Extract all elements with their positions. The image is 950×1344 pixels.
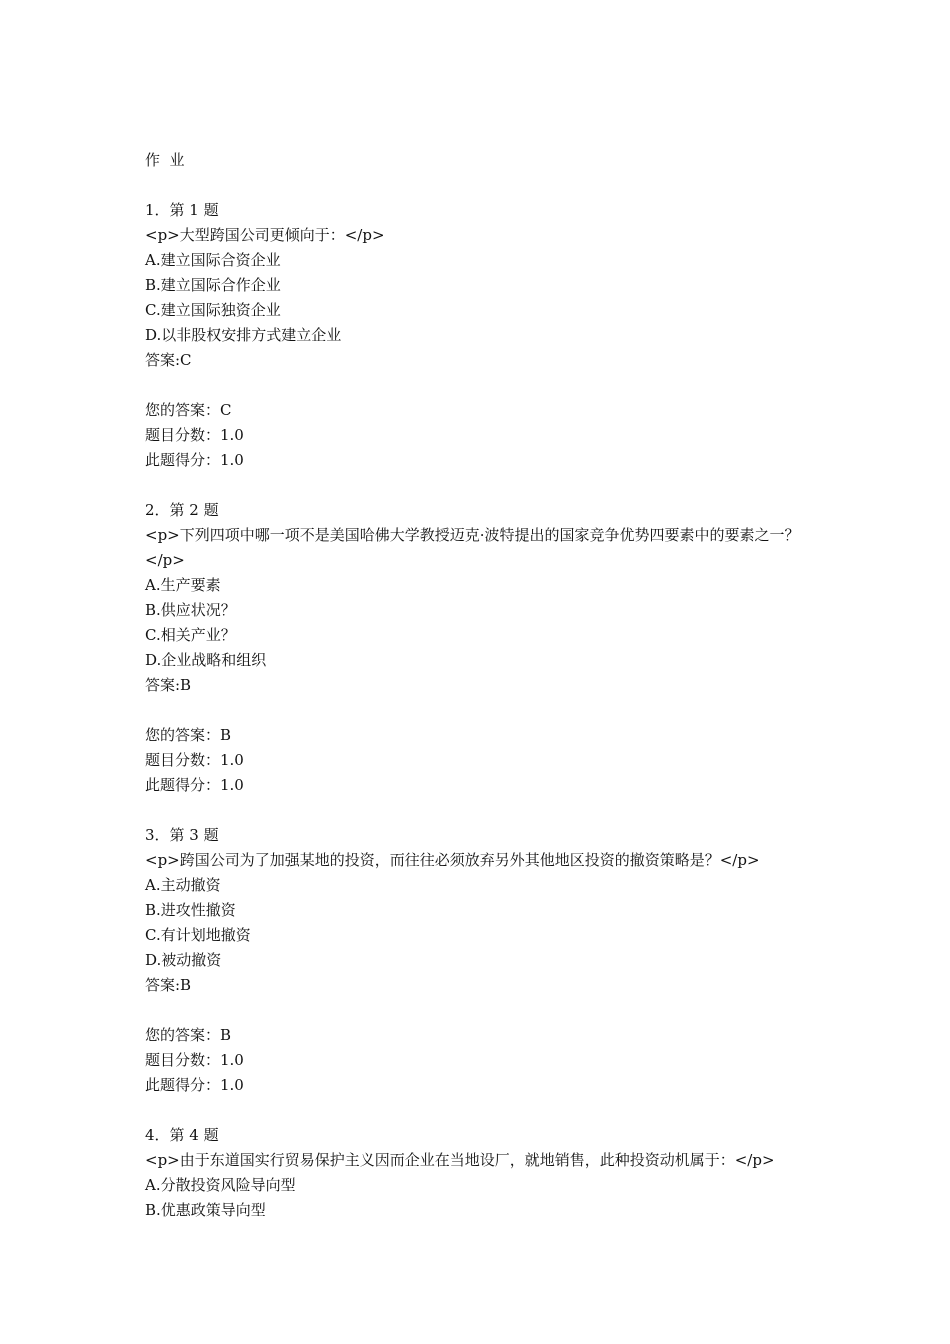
spacer (145, 173, 825, 198)
question-stem: <p>大型跨国公司更倾向于：</p> (145, 226, 385, 244)
option-d: D.被动撤资 (145, 951, 222, 969)
document-title: 作 业 (145, 151, 185, 169)
question-header: 1．第 1 题 (145, 201, 219, 219)
spacer (145, 998, 825, 1023)
question-stem: <p>跨国公司为了加强某地的投资，而往往必须放弃另外其他地区投资的撤资策略是？</p> (145, 851, 760, 869)
option-a: A.生产要素 (145, 576, 221, 594)
question-1 (145, 198, 825, 498)
option-c: C.相关产业？ (145, 626, 236, 644)
option-a: A.建立国际合资企业 (145, 251, 281, 269)
question-3 (145, 823, 825, 1123)
question-header: 4．第 4 题 (145, 1126, 219, 1144)
earned-score: 此题得分：1.0 (145, 1076, 244, 1094)
earned-score: 此题得分：1.0 (145, 776, 244, 794)
option-b: B.优惠政策导向型 (145, 1201, 266, 1219)
spacer (145, 373, 825, 398)
question-4 (145, 1123, 825, 1223)
question-2 (145, 498, 825, 823)
question-header: 2．第 2 题 (145, 501, 219, 519)
earned-score: 此题得分：1.0 (145, 451, 244, 469)
question-stem: <p>由于东道国实行贸易保护主义因而企业在当地设厂，就地销售，此种投资动机属于：</p> (145, 1151, 775, 1169)
correct-answer: 答案:B (145, 676, 192, 694)
correct-answer: 答案:B (145, 976, 192, 994)
document-page (145, 148, 825, 1223)
option-c: C.建立国际独资企业 (145, 301, 281, 319)
spacer (145, 698, 825, 723)
option-a: A.分散投资风险导向型 (145, 1176, 296, 1194)
spacer (145, 1098, 825, 1123)
question-score: 题目分数：1.0 (145, 426, 244, 444)
option-d: D.以非股权安排方式建立企业 (145, 326, 342, 344)
option-c: C.有计划地撤资 (145, 926, 251, 944)
option-b: B.建立国际合作企业 (145, 276, 281, 294)
correct-answer: 答案:C (145, 351, 192, 369)
option-d: D.企业战略和组织 (145, 651, 267, 669)
spacer (145, 473, 825, 498)
spacer (145, 798, 825, 823)
option-b: B.进攻性撤资 (145, 901, 236, 919)
your-answer: 您的答案：C (145, 401, 232, 419)
your-answer: 您的答案：B (145, 1026, 232, 1044)
question-header: 3．第 3 题 (145, 826, 219, 844)
option-b: B.供应状况？ (145, 601, 236, 619)
your-answer: 您的答案：B (145, 726, 232, 744)
question-score: 题目分数：1.0 (145, 1051, 244, 1069)
question-score: 题目分数：1.0 (145, 751, 244, 769)
option-a: A.主动撤资 (145, 876, 221, 894)
question-stem: <p>下列四项中哪一项不是美国哈佛大学教授迈克·波特提出的国家竞争优势四要素中的要素之一？</p> (145, 526, 800, 569)
